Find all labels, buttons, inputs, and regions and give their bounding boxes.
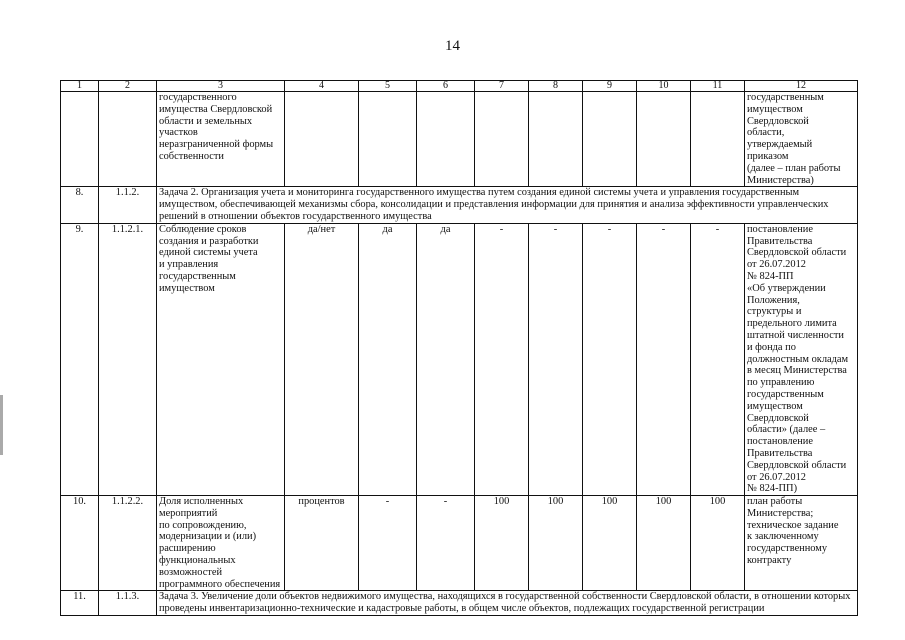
column-header: 3 (157, 81, 285, 92)
column-number-row (61, 81, 858, 92)
task-description: Задача 3. Увеличение доли объектов недвижимого имущества, находящихся в государственной собственности Свердловской области, в отношении которых проведены инвентаризационно-технические и кадастровые работы, в общем числе объектов, подлежащих государственной регистрации (157, 591, 858, 616)
row-number (61, 92, 99, 187)
value-cell (691, 92, 745, 187)
column-header: 9 (583, 81, 637, 92)
column-header: 11 (691, 81, 745, 92)
column-header: 5 (359, 81, 417, 92)
value-cell: да (359, 223, 417, 495)
value-cell (359, 92, 417, 187)
column-header: 8 (529, 81, 583, 92)
value-cell: 100 (637, 496, 691, 591)
column-header: 7 (475, 81, 529, 92)
page-number: 14 (445, 38, 460, 54)
indicator-name: Доля исполненных мероприятий по сопровождению, модернизации и (или) расширению функциональных возможностей программного обеспечения (157, 496, 285, 591)
indicator-name: государственного имущества Свердловской области и земельных участков неразграниченной формы собственности (157, 92, 285, 187)
source-cell: постановление Правительства Свердловской области от 26.07.2012 № 824-ПП «Об утверждении Положения, структуры и предельного лимита штатной численности и фонда по должностным окладам в месяц Министерства по управлению государственным имуществом Свердловской области» (далее – постановление Правительства Свердловской области от 26.07.2012 № 824-ПП) (745, 223, 858, 495)
table-row (61, 223, 858, 495)
value-cell: да (417, 223, 475, 495)
value-cell: - (691, 223, 745, 495)
value-cell: - (583, 223, 637, 495)
source-cell: государственным имуществом Свердловской области, утверждаемый приказом (далее – план работы Министерства) (745, 92, 858, 187)
unit: процентов (285, 496, 359, 591)
value-cell: 100 (475, 496, 529, 591)
column-header: 1 (61, 81, 99, 92)
row-number: 8. (61, 187, 99, 223)
value-cell: 100 (691, 496, 745, 591)
value-cell: - (359, 496, 417, 591)
indicator-name: Соблюдение сроков создания и разработки единой системы учета и управления государственным имуществом (157, 223, 285, 495)
task-row (61, 591, 858, 616)
column-header: 6 (417, 81, 475, 92)
table-row (61, 496, 858, 591)
row-code: 1.1.2. (99, 187, 157, 223)
column-header: 2 (99, 81, 157, 92)
row-number: 10. (61, 496, 99, 591)
row-number: 9. (61, 223, 99, 495)
column-header: 10 (637, 81, 691, 92)
column-header: 12 (745, 81, 858, 92)
scan-edge-mark (0, 395, 3, 455)
row-number: 11. (61, 591, 99, 616)
value-cell: 100 (529, 496, 583, 591)
source-cell: план работы Министерства; техническое задание к заключенному государственному контракту (745, 496, 858, 591)
value-cell: - (475, 223, 529, 495)
value-cell (417, 92, 475, 187)
task-description: Задача 2. Организация учета и мониторинга государственного имущества путем создания единой системы учета и управления государственным имуществом, обеспечивающей механизмы сбора, консолидации и представления информации для принятия и анализа эффективности управленческих решений в отношении объектов государственного имущества (157, 187, 858, 223)
value-cell: 100 (583, 496, 637, 591)
value-cell: - (529, 223, 583, 495)
column-header: 4 (285, 81, 359, 92)
value-cell (583, 92, 637, 187)
table-row (61, 92, 858, 187)
value-cell: - (417, 496, 475, 591)
row-code: 1.1.2.1. (99, 223, 157, 495)
unit (285, 92, 359, 187)
value-cell (529, 92, 583, 187)
task-row (61, 187, 858, 223)
program-indicators-table (60, 80, 858, 616)
row-code: 1.1.3. (99, 591, 157, 616)
value-cell (475, 92, 529, 187)
value-cell (637, 92, 691, 187)
row-code (99, 92, 157, 187)
row-code: 1.1.2.2. (99, 496, 157, 591)
value-cell: - (637, 223, 691, 495)
unit: да/нет (285, 223, 359, 495)
